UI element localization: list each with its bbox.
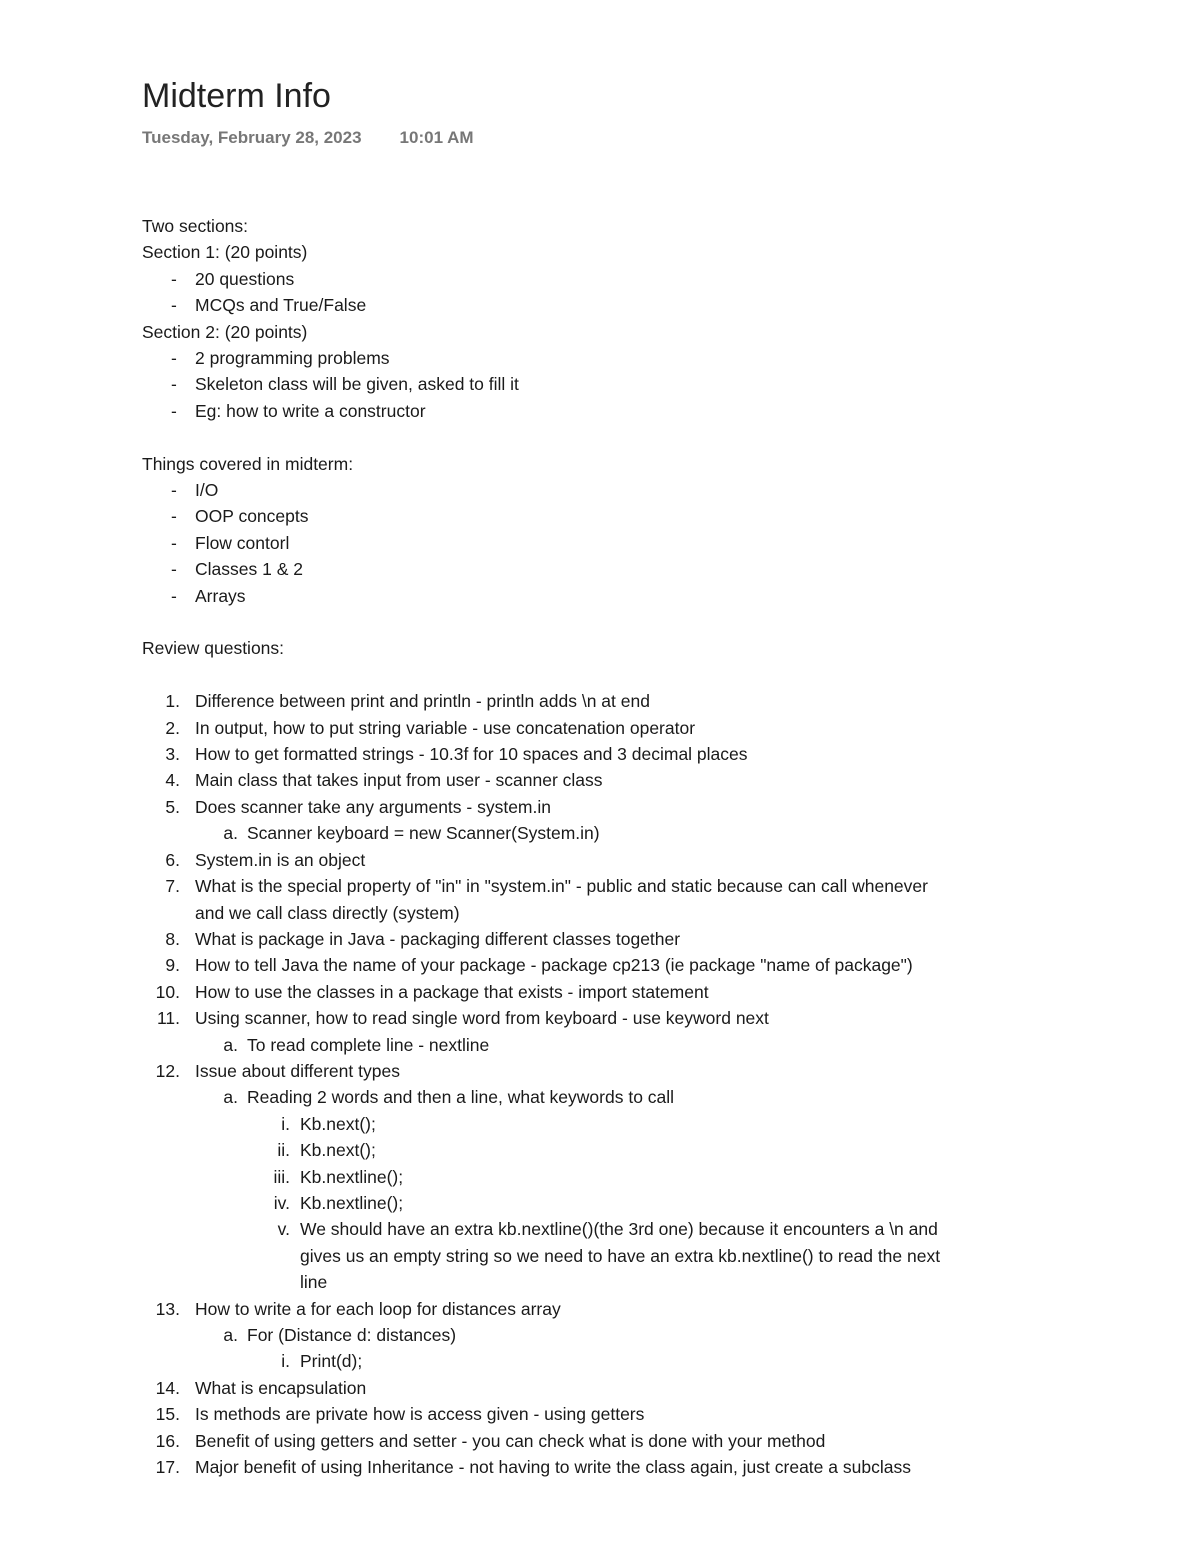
review-question: 10. How to use the classes in a package that exists - import statement [155,981,709,1002]
review-subsubitem: v. We should have an extra kb.nextline()(the 3rd one) because it encounters a \n and gives us an empty string so we need to have an extra kb.nextline() to read the next line [277,1219,941,1293]
dash-bullet: - [171,480,177,501]
review-subitem: a. Scanner keyboard = new Scanner(System.in) [223,823,600,844]
review-question: 7. What is the special property of "in" in "system.in" - public and static because can call whenever and we call class directly (system) [165,876,928,923]
list-item: - MCQs and True/False [142,292,1142,318]
section2-title: Section 2: (20 points) [142,321,308,342]
list-item: - Arrays [142,583,1142,609]
review-question: 2. In output, how to put string variable - use concatenation operator [165,717,696,738]
list-item: - Classes 1 & 2 [142,556,1142,582]
review-subsubitem: ii. Kb.next(); [277,1140,376,1161]
blank-line [142,609,1142,635]
review-heading: Review questions: [142,638,285,659]
review-question: 15. Is methods are private how is access given - using getters [155,1404,645,1425]
dash-bullet: - [171,374,177,395]
review-question: 16. Benefit of using getters and setter - you can check what is done with your method [155,1430,826,1451]
dash-bullet: - [171,268,177,289]
review-question: 3. How to get formatted strings - 10.3f for 10 spaces and 3 decimal places [165,744,748,765]
review-question: 11. Using scanner, how to read single word from keyboard - use keyword next [156,1008,769,1029]
note-timestamp [142,126,1142,150]
review-question: 6. System.in is an object [165,849,366,870]
list-item: - Eg: how to write a constructor [142,398,1142,424]
review-question: 4. Main class that takes input from user - scanner class [165,770,603,791]
list-item: - Skeleton class will be given, asked to fill it [142,371,1142,397]
review-question: 9. How to tell Java the name of your package - package cp213 (ie package "name of package") [165,955,913,976]
review-subitem: a. To read complete line - nextline [223,1034,490,1055]
review-question: 14. What is encapsulation [155,1377,367,1398]
list-item: - 2 programming problems [142,345,1142,371]
note-page [142,72,1142,1480]
review-subitem: a. Reading 2 words and then a line, what keywords to call [223,1087,675,1108]
list-item: - Flow contorl [142,530,1142,556]
dash-bullet: - [171,348,177,369]
note-time: 10:01 AM [399,128,474,147]
dash-bullet: - [171,400,177,421]
dash-bullet: - [171,532,177,553]
list-item: - I/O [142,477,1142,503]
review-question: 13. How to write a for each loop for distances array [155,1298,561,1319]
dash-bullet: - [171,559,177,580]
dash-bullet: - [171,295,177,316]
review-question: 12. Issue about different types [155,1060,400,1081]
dash-bullet: - [171,585,177,606]
review-question: 5. Does scanner take any arguments - system.in [165,796,551,817]
review-subitem: a. For (Distance d: distances) [223,1325,457,1346]
list-item: - OOP concepts [142,503,1142,529]
page-title: Midterm Info [142,77,331,115]
note-body [142,213,1142,1480]
covered-heading: Things covered in midterm: [142,453,354,474]
review-subsubitem: iii. Kb.nextline(); [273,1166,404,1187]
note-date: Tuesday, February 28, 2023 [142,128,362,147]
review-question: 1. Difference between print and println - println adds \n at end [165,691,650,712]
review-question: 8. What is package in Java - packaging different classes together [165,928,681,949]
dash-bullet: - [171,506,177,527]
blank-line [142,424,1142,450]
blank-line [142,662,1142,688]
review-subsubitem: i. Print(d); [281,1351,363,1372]
review-subsubitem: iv. Kb.nextline(); [273,1192,404,1213]
sections-heading: Two sections: [142,216,249,236]
review-subsubitem: i. Kb.next(); [281,1113,376,1134]
list-item: - 20 questions [142,266,1142,292]
review-question: 17. Major benefit of using Inheritance - not having to write the class again, just create a subclass [155,1457,911,1478]
section1-title: Section 1: (20 points) [142,242,308,263]
